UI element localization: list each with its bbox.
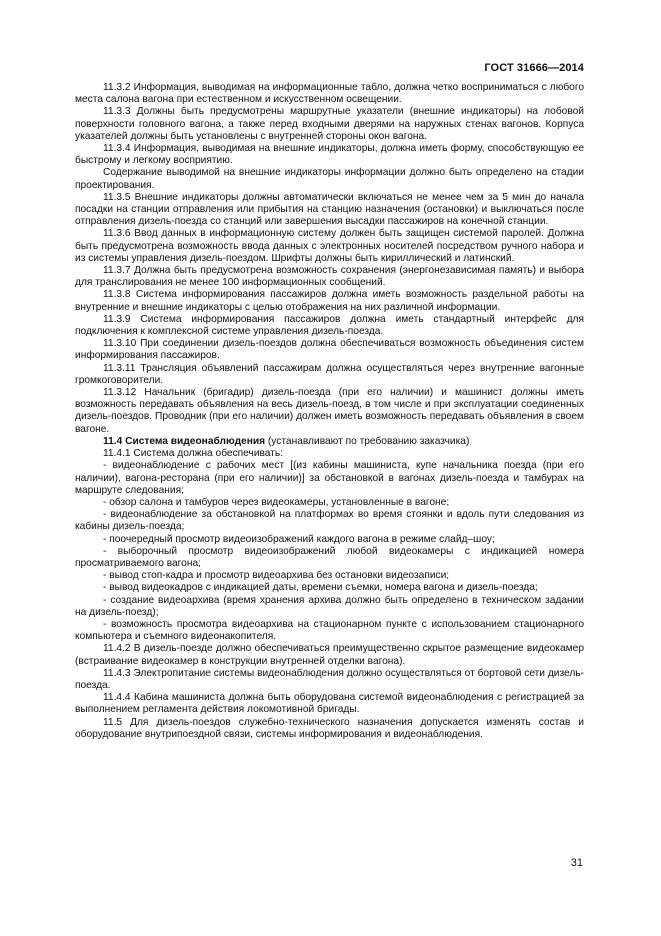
section-heading (75, 436, 584, 448)
list-item: - вывод стоп-кадра и просмотр видеоархива без остановки видеозаписи; (103, 570, 450, 582)
section-note: (устанавливают по требованию заказчика) (265, 435, 470, 447)
paragraph: 11.3.10 При соединении дизель-поездов должна обеспечиваться возможность объединения систем информирования пассажиров. (75, 338, 584, 362)
standard-number: ГОСТ 31666—2014 (484, 62, 584, 74)
page-body (75, 82, 584, 741)
paragraph: 11.3.5 Внешние индикаторы должны автоматически включаться не менее чем за 5 мин до начала посадки на станции отправления или прибытия на станцию назначения (остановки) и выключаться после отправления дизель-поезда со станций или завершения высадки пассажиров на конечной станции. (75, 191, 584, 228)
list-item: - вывод видеокадров с индикацией даты, времени съемки, номера вагона и дизель-поезда; (103, 582, 538, 594)
page-number: 31 (570, 857, 583, 869)
paragraph: 11.3.9 Система информирования пассажиров должна иметь стандартный интерфейс для подключения к комплексной системе управления дизель-поезда. (75, 313, 584, 338)
paragraph: 11.3.4 Информация, выводимая на внешние индикаторы, должна иметь форму, способствующую ее быстрому и легкому восприятию. (75, 143, 584, 167)
paragraph: 11.4.1 Система должна обеспечивать: (103, 448, 284, 460)
list-item: - возможность просмотра видеоархива на стационарном пункте с использованием стационарного компьютера и съемного видеонакопителя. (75, 618, 584, 643)
paragraph: 11.3.3 Должны быть предусмотрены маршрутные указатели (внешние индикаторы) на лобовой поверхности головного вагона, а также перед входными дверями на наружных стенах вагонов. Корпуса указателей должны быть установлены с внутренней стороны окон вагона. (75, 106, 584, 142)
list-item: - выборочный просмотр видеоизображений любой видеокамеры с индикацией номера просматриваемого вагона; (75, 545, 584, 569)
list-item: - видеонаблюдение с рабочих мест [(из кабины машиниста, купе начальника поезда (при его наличии), вагона-ресторана (при его наличии)] за обстановкой в вагонах дизель-поезда и тамбурах на маршруте следования; (75, 460, 584, 496)
paragraph: 11.3.12 Начальник (бригадир) дизель-поезда (при его наличии) и машинист должны иметь возможность передавать объявления на весь дизель-поезд, в том числе и при эксплуатации соединенных дизель-поездов. Проводник (при его наличии) должен иметь возможность передавать объявления в своем вагоне. (75, 387, 584, 435)
paragraph: 11.4.2 В дизель-поезде должно обеспечиваться преимущественно скрытое размещение видеокамер (встраивание видеокамер в конструкции внутренней отделки вагона). (75, 643, 584, 667)
paragraph: 11.3.8 Система информирования пассажиров должна иметь возможность раздельной работы на внутренние и внешние индикаторы с целью отображения на них различной информации. (75, 289, 584, 313)
paragraph: 11.5 Для дизель-поездов служебно-технического назначения допускается изменять состав и оборудование внутрипоездной связи, системы информирования и видеонаблюдения. (75, 716, 584, 740)
paragraph: 11.3.7 Должна быть предусмотрена возможность сохранения (энергонезависимая память) и выбора для транслирования не менее 100 информационных сообщений. (75, 265, 584, 289)
list-item: - обзор салона и тамбуров через видеокамеры, установленные в вагоне; (103, 496, 450, 508)
list-item: - создание видеоархива (время хранения архива должно быть определено в техническом задании на дизель-поезд); (75, 594, 584, 618)
paragraph: 11.3.2 Информация, выводимая на информационные табло, должна четко восприниматься с любого места салона вагона при естественном и искусственном освещении. (75, 82, 584, 106)
paragraph: 11.4.3 Электропитание системы видеонаблюдения должно осуществляться от бортовой сети дизель-поезда. (75, 667, 584, 691)
list-item: - видеонаблюдение за обстановкой на платформах во время стоянки и вдоль пути следования из кабины дизель-поезда; (75, 509, 584, 533)
paragraph: 11.3.11 Трансляция объявлений пассажирам должна осуществляться через внутренние вагонные громкоговорители. (75, 362, 584, 386)
paragraph: 11.3.6 Ввод данных в информационную систему должен быть защищен системой паролей. Должна быть предусмотрена возможность ввода данных с электронных носителей посредством ручного набора и из системы управления дизель-поездом. Шрифты должны быть кириллический и латинский. (75, 228, 584, 264)
paragraph: 11.4.4 Кабина машиниста должна быть оборудована системой видеонаблюдения с регистрацией за выполнением регламента действия локомотивной бригады. (75, 692, 584, 716)
section-title: 11.4 Система видеонаблюдения (103, 435, 266, 447)
list-item: - поочередный просмотр видеоизображений каждого вагона в режиме слайд–шоу; (103, 533, 495, 545)
paragraph: Содержание выводимой на внешние индикаторы информации должно быть определено на стадии проектирования. (75, 167, 584, 191)
